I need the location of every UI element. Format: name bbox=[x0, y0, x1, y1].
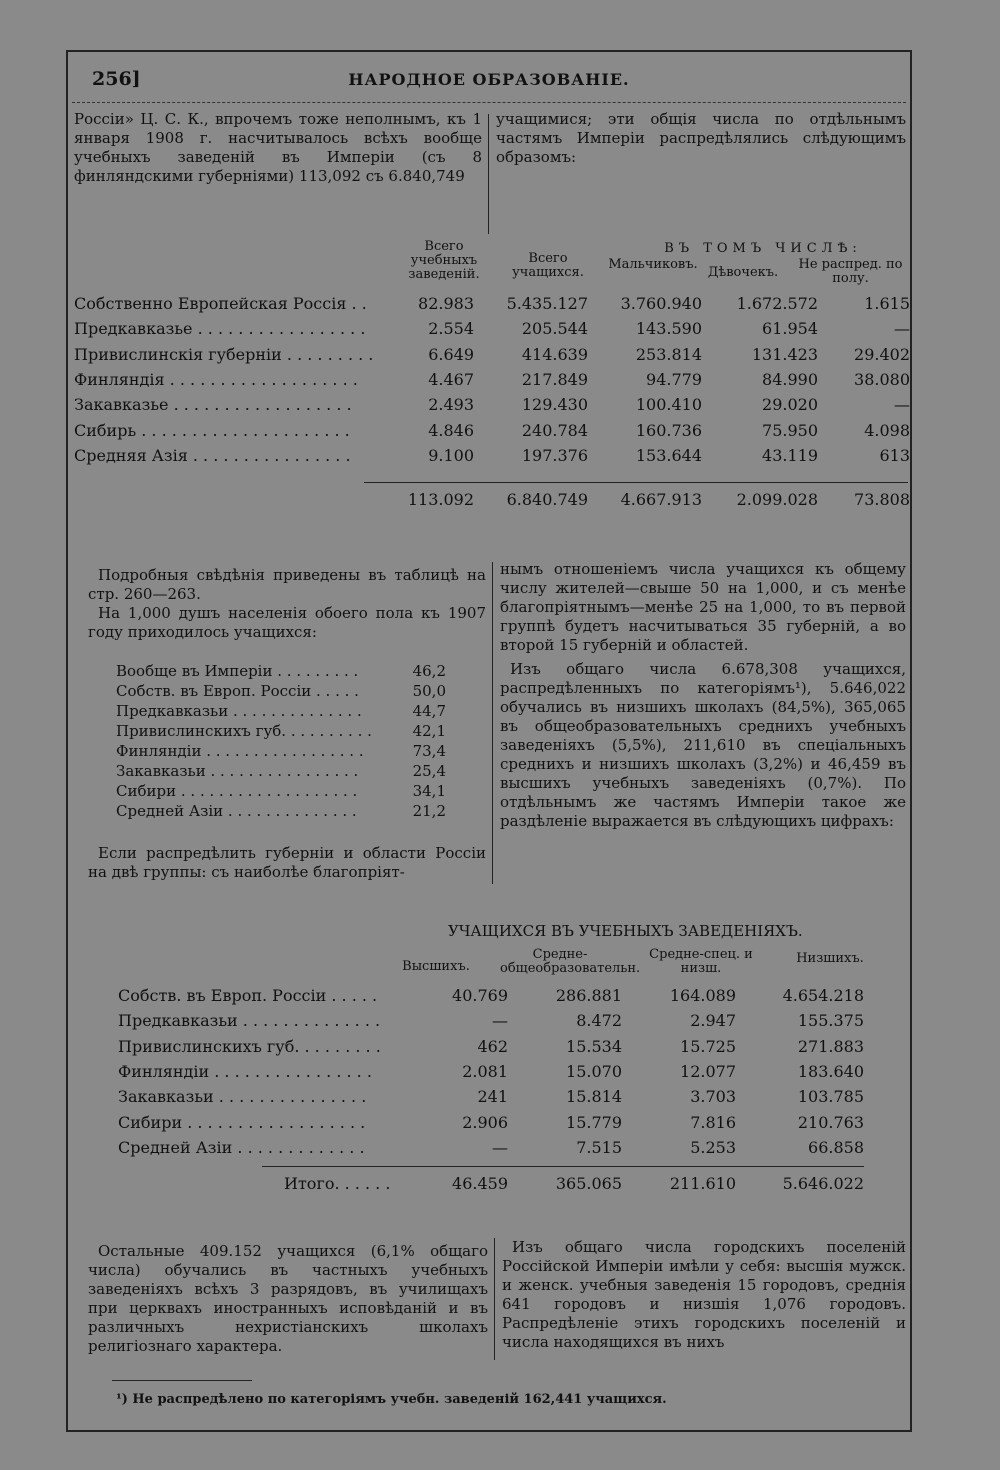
table-cell: 4.654.218 bbox=[782, 986, 864, 1005]
row-label: Финляндіи . . . . . . . . . . . . . . . . bbox=[118, 1061, 372, 1081]
table-cell: 5.253 bbox=[690, 1137, 736, 1157]
row-label: Привислинскихъ губ. . . . . . . . . bbox=[118, 1036, 381, 1056]
t2-total-row bbox=[118, 1174, 878, 1199]
footnote: ¹) Не распредѣлено по категоріямъ учебн. заведеній 162,441 учащихся. bbox=[116, 1392, 667, 1407]
row-label: Закавказьи . . . . . . . . . . . . . . . bbox=[118, 1087, 367, 1107]
table-cell: 6.649 bbox=[428, 344, 474, 364]
row-label: Предкавказье . . . . . . . . . . . . . . . . . bbox=[74, 319, 366, 339]
table-cell: 15.070 bbox=[566, 1061, 622, 1081]
table-cell: 12.077 bbox=[680, 1061, 736, 1081]
table-row bbox=[118, 1087, 878, 1112]
list-item-value: 42,1 bbox=[412, 722, 446, 740]
table-cell: 2.493 bbox=[428, 395, 474, 415]
table-cell: 29.402 bbox=[854, 344, 910, 364]
table-cell: 3.760.940 bbox=[620, 294, 702, 313]
table-cell: 84.990 bbox=[762, 369, 818, 389]
t2-col-secondary-special: Средне-спец. и низш. bbox=[649, 947, 753, 976]
bottom-right-text: Изъ общаго числа городскихъ поселеній Россійской Имперіи имѣли у себя: высшія мужск. и женск. учебныя заведенія 15 городовъ, среднія 641 городовъ и низшія 1,076 городовъ. Распредѣленіе этихъ городскихъ поселеній и числа находящихся въ нихъ bbox=[502, 1238, 906, 1351]
table-cell: 462 bbox=[477, 1036, 508, 1056]
table-cell: 4.467 bbox=[428, 369, 474, 389]
table-row bbox=[74, 294, 910, 319]
page-frame bbox=[66, 50, 912, 1432]
list-item bbox=[116, 702, 446, 722]
t2-total-secondary-special: 211.610 bbox=[669, 1174, 736, 1193]
row-label: Собственно Европейская Россія . . bbox=[74, 294, 367, 313]
table-cell: 4.098 bbox=[864, 420, 910, 440]
t1-col-students: Всего учащихся. bbox=[512, 251, 584, 280]
table-cell: 9.100 bbox=[428, 445, 474, 465]
list-item-value: 25,4 bbox=[412, 762, 446, 780]
table-cell: 210.763 bbox=[797, 1112, 864, 1132]
table-cell: 100.410 bbox=[635, 395, 702, 415]
mid-left-para3: Если распредѣлить губерніи и области Россіи на двѣ группы: съ наиболѣе благопріят- bbox=[88, 844, 486, 881]
t2-col-higher: Высшихъ. bbox=[402, 959, 470, 974]
table-cell: 2.554 bbox=[428, 319, 474, 339]
list-item bbox=[116, 762, 446, 782]
t2-total-label: Итого. . . . . . bbox=[284, 1174, 391, 1193]
t2-col-secondary-general: Средне-общеобразовательн. bbox=[500, 947, 641, 976]
t1-total-girls: 2.099.028 bbox=[736, 490, 818, 509]
table-cell: 217.849 bbox=[521, 369, 588, 389]
mid-right-para2: Изъ общаго числа 6.678,308 учащихся, распредѣленныхъ по категоріямъ¹), 5.646,022 обучались въ низшихъ школахъ (84,5%), 365,065 въ общеобразовательныхъ среднихъ учебныхъ заведеніяхъ (5,5%), 211,610 въ спеціальныхъ среднихъ и низшихъ школахъ (3,2%) и 46,459 въ высшихъ учебныхъ заведеніяхъ (0,7%). По отдѣльнымъ же частямъ Имперіи такое же раздѣленіе выражается въ слѣдующихъ цифрахъ: bbox=[500, 660, 906, 830]
t2-total-lower: 5.646.022 bbox=[782, 1174, 864, 1193]
table-cell: 82.983 bbox=[418, 294, 474, 313]
list-item bbox=[116, 682, 446, 702]
t1-col-unassigned: Не распред. по полу. bbox=[798, 257, 903, 286]
mid-left-para1: Подробныя свѣдѣнія приведены въ таблицѣ на стр. 260—263. bbox=[88, 566, 486, 603]
t1-col-girls: Дѣвочекъ. bbox=[707, 265, 779, 280]
table-cell: 15.725 bbox=[680, 1036, 736, 1056]
row-label: Собств. въ Европ. Россіи . . . . . bbox=[118, 986, 378, 1005]
table-cell: 3.703 bbox=[690, 1087, 736, 1107]
column-divider bbox=[488, 114, 489, 234]
table-cell: 240.784 bbox=[521, 420, 588, 440]
t2-col-lower: Низшихъ. bbox=[796, 951, 864, 966]
table-row bbox=[74, 421, 910, 446]
t1-total-institutions: 113.092 bbox=[407, 490, 474, 509]
table-cell: 613 bbox=[879, 445, 910, 465]
table-cell: — bbox=[894, 395, 910, 415]
list-item-value: 46,2 bbox=[412, 662, 446, 680]
list-item-label: Предкавказьи . . . . . . . . . . . . . . bbox=[116, 702, 362, 720]
table-row bbox=[118, 1113, 878, 1138]
table-cell: 271.883 bbox=[797, 1036, 864, 1056]
row-label: Средней Азіи . . . . . . . . . . . . . bbox=[118, 1137, 365, 1157]
row-label: Закавказье . . . . . . . . . . . . . . . . . . bbox=[74, 395, 352, 415]
intro-right-text: учащимися; эти общія числа по отдѣльнымъ частямъ Имперіи распредѣлялись слѣдующимъ образомъ: bbox=[496, 110, 906, 166]
list-item-label: Финляндіи . . . . . . . . . . . . . . . . . bbox=[116, 742, 364, 760]
row-label: Сибири . . . . . . . . . . . . . . . . . . bbox=[118, 1112, 366, 1132]
list-item-value: 21,2 bbox=[412, 802, 446, 820]
page-number: 256] bbox=[92, 68, 141, 90]
table-row bbox=[74, 345, 910, 370]
intro-left-text: Россіи» Ц. С. К., впрочемъ тоже неполнымъ, къ 1 января 1908 г. насчитывалось всѣхъ вообще учебныхъ заведеній въ Имперіи (съ 8 финляндскими губерніями) 113,092 съ 6.840,749 bbox=[74, 110, 482, 185]
list-item-label: Закавказьи . . . . . . . . . . . . . . . . bbox=[116, 762, 359, 780]
table-cell: 38.080 bbox=[854, 369, 910, 389]
mid-column-divider bbox=[492, 562, 493, 884]
table-cell: 131.423 bbox=[751, 344, 818, 364]
table-cell: 1.672.572 bbox=[736, 294, 818, 313]
table-cell: 4.846 bbox=[428, 420, 474, 440]
t1-col-institutions: Всего учебныхъ заведеній. bbox=[408, 239, 480, 282]
table-row bbox=[118, 1138, 878, 1163]
list-item-label: Средней Азіи . . . . . . . . . . . . . . bbox=[116, 802, 357, 820]
table-cell: 40.769 bbox=[452, 986, 508, 1005]
list-item bbox=[116, 742, 446, 762]
table-cell: 164.089 bbox=[669, 986, 736, 1005]
t1-total-rule bbox=[364, 482, 908, 483]
table-row bbox=[118, 1062, 878, 1087]
table-row bbox=[74, 446, 910, 471]
table-cell: 155.375 bbox=[797, 1011, 864, 1031]
table-cell: 29.020 bbox=[762, 395, 818, 415]
table-cell: 15.779 bbox=[566, 1112, 622, 1132]
t1-total-boys: 4.667.913 bbox=[620, 490, 702, 509]
mid-right-para1: нымъ отношеніемъ числа учащихся къ общему числу жителей—свыше 50 на 1,000, и съ менѣе благопріятнымъ—менѣе 25 на 1,000, то въ первой группѣ будетъ насчитываться 35 губерній, а во второй 15 губерній и областей. bbox=[500, 560, 906, 654]
t1-total-students: 6.840.749 bbox=[506, 490, 588, 509]
table-row bbox=[74, 395, 910, 420]
table-cell: 66.858 bbox=[808, 1137, 864, 1157]
table-cell: 75.950 bbox=[762, 420, 818, 440]
table-cell: 103.785 bbox=[797, 1087, 864, 1107]
table-row bbox=[74, 319, 910, 344]
table-row bbox=[118, 1011, 878, 1036]
table-cell: 253.814 bbox=[635, 344, 702, 364]
footnote-rule bbox=[112, 1380, 252, 1381]
row-label: Привислинскія губерніи . . . . . . . . . bbox=[74, 344, 374, 364]
list-item bbox=[116, 662, 446, 682]
table-cell: 7.816 bbox=[690, 1112, 736, 1132]
list-item-value: 50,0 bbox=[412, 682, 446, 700]
table-row bbox=[118, 1037, 878, 1062]
list-item bbox=[116, 802, 446, 822]
table-cell: 143.590 bbox=[635, 319, 702, 339]
table-cell: 94.779 bbox=[646, 369, 702, 389]
list-item-value: 73,4 bbox=[412, 742, 446, 760]
bottom-column-divider bbox=[494, 1238, 495, 1360]
row-label: Предкавказьи . . . . . . . . . . . . . . bbox=[118, 1011, 381, 1031]
list-item bbox=[116, 722, 446, 742]
row-label: Финляндія . . . . . . . . . . . . . . . . . . . bbox=[74, 369, 358, 389]
row-label: Сибирь . . . . . . . . . . . . . . . . . . . . . bbox=[74, 420, 350, 440]
table-cell: 153.644 bbox=[635, 445, 702, 465]
t2-total-rule bbox=[262, 1166, 864, 1167]
bottom-left-text: Остальные 409.152 учащихся (6,1% общаго числа) обучались въ частныхъ учебныхъ заведеніяхъ всѣхъ 3 разрядовъ, въ училищахъ при церквахъ иностранныхъ исповѣданій и въ различныхъ нехристіанскихъ школахъ религіознаго характера. bbox=[88, 1242, 488, 1355]
table-cell: 15.814 bbox=[566, 1087, 622, 1107]
t2-total-secondary-general: 365.065 bbox=[555, 1174, 622, 1193]
table-cell: — bbox=[492, 1011, 508, 1031]
list-item-label: Собств. въ Европ. Россіи . . . . . bbox=[116, 682, 359, 700]
table2-title: УЧАЩИХСЯ ВЪ УЧЕБНЫХЪ ЗАВЕДЕНІЯХЪ. bbox=[448, 922, 803, 940]
list-item bbox=[116, 782, 446, 802]
table-cell: — bbox=[894, 319, 910, 339]
table-cell: 197.376 bbox=[521, 445, 588, 465]
table-cell: 183.640 bbox=[797, 1061, 864, 1081]
list-item-label: Сибири . . . . . . . . . . . . . . . . . . . bbox=[116, 782, 358, 800]
table-row bbox=[74, 370, 910, 395]
table-row bbox=[118, 986, 878, 1011]
t2-total-higher: 46.459 bbox=[452, 1174, 508, 1193]
t1-total-unassigned: 73.808 bbox=[854, 490, 910, 509]
table-cell: 160.736 bbox=[635, 420, 702, 440]
table-cell: 43.119 bbox=[762, 445, 818, 465]
table-cell: 241 bbox=[477, 1087, 508, 1107]
table-cell: 2.947 bbox=[690, 1011, 736, 1031]
table-cell: 1.615 bbox=[864, 294, 910, 313]
table-cell: 5.435.127 bbox=[506, 294, 588, 313]
t1-group-header: ВЪ ТОМЪ ЧИСЛѢ: bbox=[664, 241, 862, 256]
table-cell: 205.544 bbox=[521, 319, 588, 339]
list-item-value: 44,7 bbox=[412, 702, 446, 720]
table-cell: 2.081 bbox=[462, 1061, 508, 1081]
table-cell: 286.881 bbox=[555, 986, 622, 1005]
t1-total-row bbox=[74, 490, 910, 515]
table-cell: 7.515 bbox=[576, 1137, 622, 1157]
table-cell: 2.906 bbox=[462, 1112, 508, 1132]
table-cell: — bbox=[492, 1137, 508, 1157]
row-label: Средняя Азія . . . . . . . . . . . . . . . . bbox=[74, 445, 351, 465]
mid-left-para2: На 1,000 душъ населенія обоего пола къ 1907 году приходилось учащихся: bbox=[88, 604, 486, 641]
list-item-label: Вообще въ Имперіи . . . . . . . . . bbox=[116, 662, 359, 680]
table-cell: 129.430 bbox=[521, 395, 588, 415]
table-cell: 15.534 bbox=[566, 1036, 622, 1056]
table-cell: 8.472 bbox=[576, 1011, 622, 1031]
t1-col-boys: Мальчиковъ. bbox=[608, 257, 698, 272]
table-cell: 61.954 bbox=[762, 319, 818, 339]
list-item-value: 34,1 bbox=[412, 782, 446, 800]
list-item-label: Привислинскихъ губ. . . . . . . . . . bbox=[116, 722, 372, 740]
header-rule bbox=[72, 102, 906, 103]
table-cell: 414.639 bbox=[521, 344, 588, 364]
page-title: НАРОДНОЕ ОБРАЗОВАНІЕ. bbox=[348, 70, 630, 89]
